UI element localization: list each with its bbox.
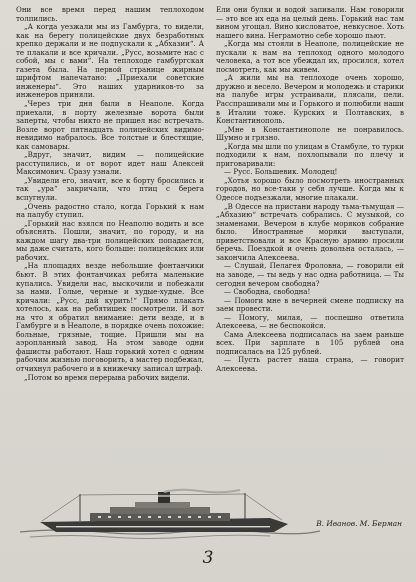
paragraph: — Русс. Большевик. Молодец! bbox=[224, 167, 338, 177]
author-signature: В. Иванов. М. Берман bbox=[316, 519, 402, 528]
paragraph: Сама Алексеева подписалась на заем раньше всех. При зарплате в 105 рублей она подписалась на 125 рублей. bbox=[216, 329, 404, 356]
paragraph: „Когда мы стояли в Неаполе, полицейские не пускали к нам на теплоход одного молодого человека, а тот все убеждал их, просился, хотел посмотреть, как мы живем. bbox=[216, 39, 404, 74]
ship-icon bbox=[20, 486, 320, 542]
paragraph: Они все время перед нашим теплоходом толпились. bbox=[16, 5, 204, 23]
paragraph: „Увидели его, значит, все к борту бросились и так „ура“ закричали, что птиц с берега вспугнули. bbox=[16, 175, 204, 203]
left-column bbox=[16, 6, 204, 382]
page-number: 3 bbox=[202, 548, 214, 568]
paragraph: — Помогу, милая, — поспешно ответила Алексеева, — не беспокойся. bbox=[216, 312, 404, 331]
paragraph: „Мне в Константинополе не понравилось. Шумно и грязно. bbox=[216, 124, 404, 143]
paragraph: — Пусть растет наша страна, — говорит Алексеева. bbox=[216, 355, 404, 373]
paragraph: „На площадях везде небольшие фонтанчики бьют. В этих фонтанчиках ребята маленькие купались. Увидели нас, выскочили и побежали за нами. Голые, черные и худые-худые. Все кричали: „Русс, дай курить!“ Прямо плакать хотелось, как на ребятишек посмотрели. И вот на что я обратил внимание: дети везде, и в Гамбурге и в Неаполе, в порядке очень похожие: больные, грязные, тощие. Пришли мы на аэропланный завод. На этом заводе одни фашисты работают. Наш горький хотел с одним рабочим жизнью поговорить, а мастер подбежал, отчихнул рабочего и в книжечку записал штраф. bbox=[16, 261, 204, 373]
paragraph: „Потом во время перерыва рабочих видели. bbox=[24, 372, 190, 382]
paragraph: „Хотья хорошо было посмотреть иностранных городов, но все-таки у себя лучше. Когда мы к Одессе подъезжали, многие плакали. bbox=[216, 175, 404, 203]
paragraph: — Слушай, Пелагея Фроловна, — говорили ей на заводе, — ты ведь у нас одна работница. — Ты сегодня вечером свободна? bbox=[216, 261, 404, 288]
paragraph: — Помоги мне в вечерней смене подписку на заем провести. bbox=[216, 295, 404, 314]
paragraph: „А когда уезжали мы из Гамбурга, то видели, как на берегу полицейские двух безработных крепко держали и не подпускали к „Абхазии“. А те плакали и все кричали. „Русс, возьмите нас с собой, мы с вами“. На теплоходе гамбургская газета была. На первой странице жирным шрифтом напечатано: „Приехали советские инженеры“. Это наших ударников-то за инженеров приняли. bbox=[16, 22, 204, 100]
paragraph: „Горький нас взялся по Неаполю водить и все объяснять. Пошли, значит, по городу, и на каждом шагу два-три полицейских попадается, мы даже считать, кого больше: полицейских или рабочих. bbox=[16, 218, 204, 262]
paragraph: „Когда мы шли по улицам в Стамбуле, то турки подходили к нам, похлопывали по плечу и приговаривали: bbox=[216, 141, 404, 168]
paragraph: „Вдруг, значит, видим — полицейские расступились, и от ворот идет наш Алексей Максимович. Сразу узнали. bbox=[16, 150, 204, 177]
paragraph: „А жили мы на теплоходе очень хорошо, дружно и весело. Вечером и молодежь и старики на палубе игры устраивали, плясали, пели. Расспрашивали мы и Горького и полюбили наши в Италии тоже. Курских и Полтавских, в Константинополь. bbox=[216, 73, 404, 126]
paragraph: Ели они булки и водой запивали. Нам говорили — это все их еда на целый день. Горький нас там вином угощал. Вино кисловатое, невкусное. Хоть нашего вина. Неграмотно себе хорошо пьют. bbox=[216, 5, 404, 40]
paragraph: „Очень радостно стало, когда Горький к нам на палубу ступил. bbox=[16, 201, 204, 220]
paragraph: „В Одессе на пристани народу тьма-тьмущая — „Абхазию“ встречать собрались. С музыкой, со знаменами. Вечером в клубе моряков собрание было. Иностранные моряки выступали, приветствовали и все Красную армию просили беречь. Поездкой и очень довольна осталась, — закончила Алексеева. bbox=[216, 201, 404, 262]
paragraph: „Через три дня были в Неаполе. Когда приехали, в порту железные ворота были заперты, чтобы никто не пришел нас встречать. Возле ворот пятнадцать полицейских видимо-невидимо набралось. Все толстые и блестящие, как самовары. bbox=[16, 99, 204, 151]
right-column bbox=[216, 6, 404, 374]
paragraph: — Свободна, свободна! bbox=[224, 287, 311, 297]
